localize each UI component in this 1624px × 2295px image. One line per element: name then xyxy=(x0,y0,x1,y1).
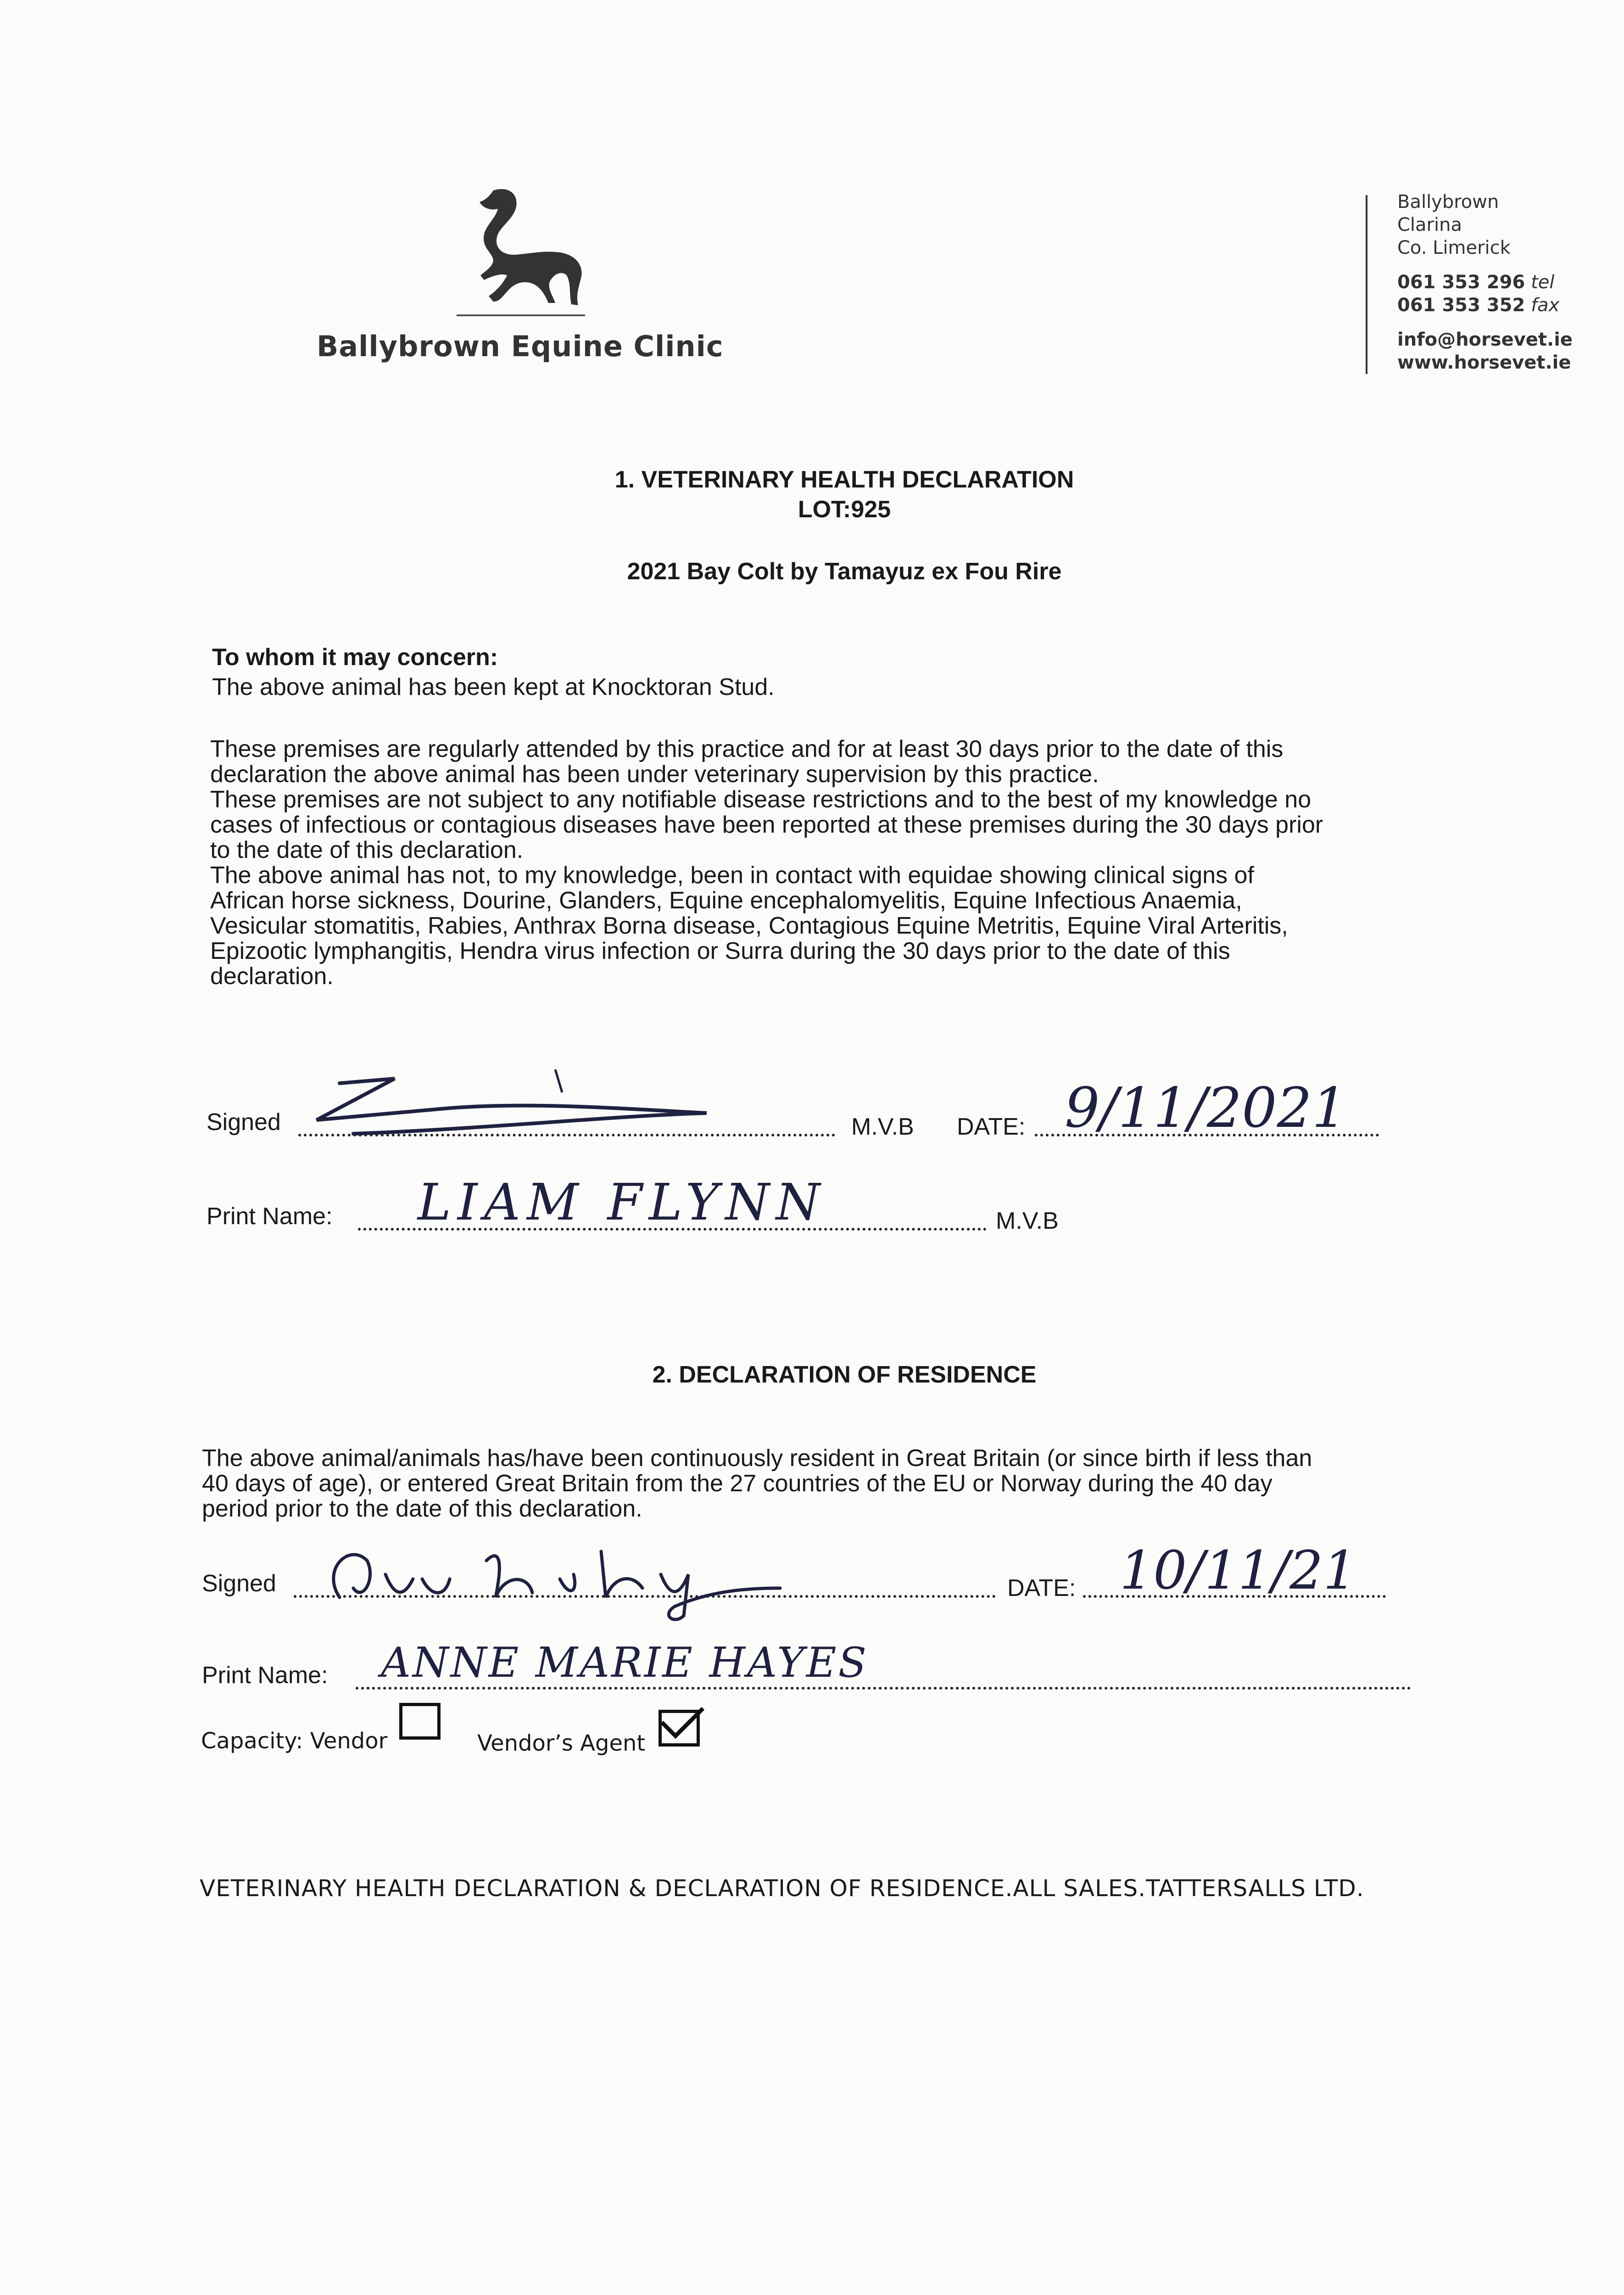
telephone-label: tel xyxy=(1531,272,1555,293)
signed-label: Signed xyxy=(206,1109,281,1136)
capacity-vendor-label: Capacity: Vendor xyxy=(201,1728,388,1754)
declaration-line: African horse sickness, Dourine, Glanders, Equine encephalomyelitis, Equine Infectious Anaemia, xyxy=(210,887,1242,914)
declaration-line: The above animal has not, to my knowledge, been in contact with equidae showing clinical signs of xyxy=(210,862,1254,889)
address-divider xyxy=(1366,195,1367,374)
declaration-line: These premises are not subject to any notifiable disease restrictions and to the best of my knowledge no xyxy=(210,786,1311,813)
fax-number: 061 353 352 xyxy=(1397,295,1525,316)
declaration-line: to the date of this declaration. xyxy=(210,837,524,863)
clinic-logo xyxy=(438,181,603,319)
print-name-label-2: Print Name: xyxy=(202,1662,328,1689)
address-line-1: Ballybrown xyxy=(1397,191,1499,213)
agent-name-handwritten: ANNE MARIE HAYES xyxy=(381,1639,869,1687)
declaration-line: cases of infectious or contagious diseases have been reported at these premises during the 30 days prior xyxy=(210,812,1323,838)
vet-name-handwritten: LIAM FLYNN xyxy=(418,1173,826,1231)
declaration-line: declaration the above animal has been under veterinary supervision by this practice. xyxy=(210,761,1099,788)
salutation: To whom it may concern: xyxy=(212,644,498,671)
vet-signature xyxy=(298,1065,739,1148)
declaration-line: These premises are regularly attended by this practice and for at least 30 days prior to the date of this xyxy=(210,736,1284,762)
agent-signature xyxy=(312,1533,817,1625)
vendors-agent-label: Vendor’s Agent xyxy=(477,1730,646,1756)
section2-heading: 2. DECLARATION OF RESIDENCE xyxy=(652,1361,1037,1388)
animal-description: 2021 Bay Colt by Tamayuz ex Fou Rire xyxy=(627,558,1062,585)
print-name-label: Print Name: xyxy=(206,1203,333,1230)
email-address: info@horsevet.ie xyxy=(1397,329,1573,350)
fax-label: fax xyxy=(1531,295,1560,316)
vendor-checkbox[interactable] xyxy=(399,1703,441,1740)
footer-text: VETERINARY HEALTH DECLARATION & DECLARATION OF RESIDENCE.ALL SALES.TATTERSALLS LTD. xyxy=(200,1875,1364,1902)
lot-number: LOT:925 xyxy=(798,496,891,523)
address-line-2: Clarina xyxy=(1397,214,1462,235)
telephone-number: 061 353 296 xyxy=(1397,272,1525,293)
mvb-label: M.V.B xyxy=(851,1114,914,1140)
mvb-label-2: M.V.B xyxy=(996,1208,1059,1234)
signed-label-2: Signed xyxy=(202,1570,276,1597)
date-label-2: DATE: xyxy=(1007,1575,1076,1601)
residence-line: period prior to the date of this declaration. xyxy=(202,1495,642,1522)
checkmark-icon xyxy=(657,1704,708,1745)
residence-body xyxy=(202,1446,1487,1522)
clinic-name: Ballybrown Equine Clinic xyxy=(317,330,724,363)
date-label: DATE: xyxy=(957,1114,1026,1140)
vendors-agent-checkbox[interactable] xyxy=(659,1710,700,1746)
telephone-line xyxy=(1397,271,1554,294)
fax-line xyxy=(1397,294,1559,317)
declaration-body xyxy=(210,737,1495,989)
declaration-line: Epizootic lymphangitis, Hendra virus infection or Surra during the 30 days prior to the date of this xyxy=(210,938,1230,964)
residence-line: The above animal/animals has/have been continuously resident in Great Britain (or since birth if less than xyxy=(202,1445,1312,1472)
premises-line: The above animal has been kept at Knocktoran Stud. xyxy=(212,674,775,700)
website-address: www.horsevet.ie xyxy=(1397,352,1571,373)
rearing-horse-logo-icon xyxy=(438,181,603,319)
date-handwritten: 9/11/2021 xyxy=(1065,1076,1347,1140)
address-line-3: Co. Limerick xyxy=(1397,237,1511,258)
declaration-line: Vesicular stomatitis, Rabies, Anthrax Borna disease, Contagious Equine Metritis, Equine Viral Arteritis, xyxy=(210,912,1288,939)
residence-line: 40 days of age), or entered Great Britain from the 27 countries of the EU or Norway during the 40 day xyxy=(202,1470,1272,1497)
date-handwritten-2: 10/11/21 xyxy=(1120,1540,1357,1601)
declaration-line: declaration. xyxy=(210,963,334,990)
section1-heading: 1. VETERINARY HEALTH DECLARATION xyxy=(614,466,1074,493)
